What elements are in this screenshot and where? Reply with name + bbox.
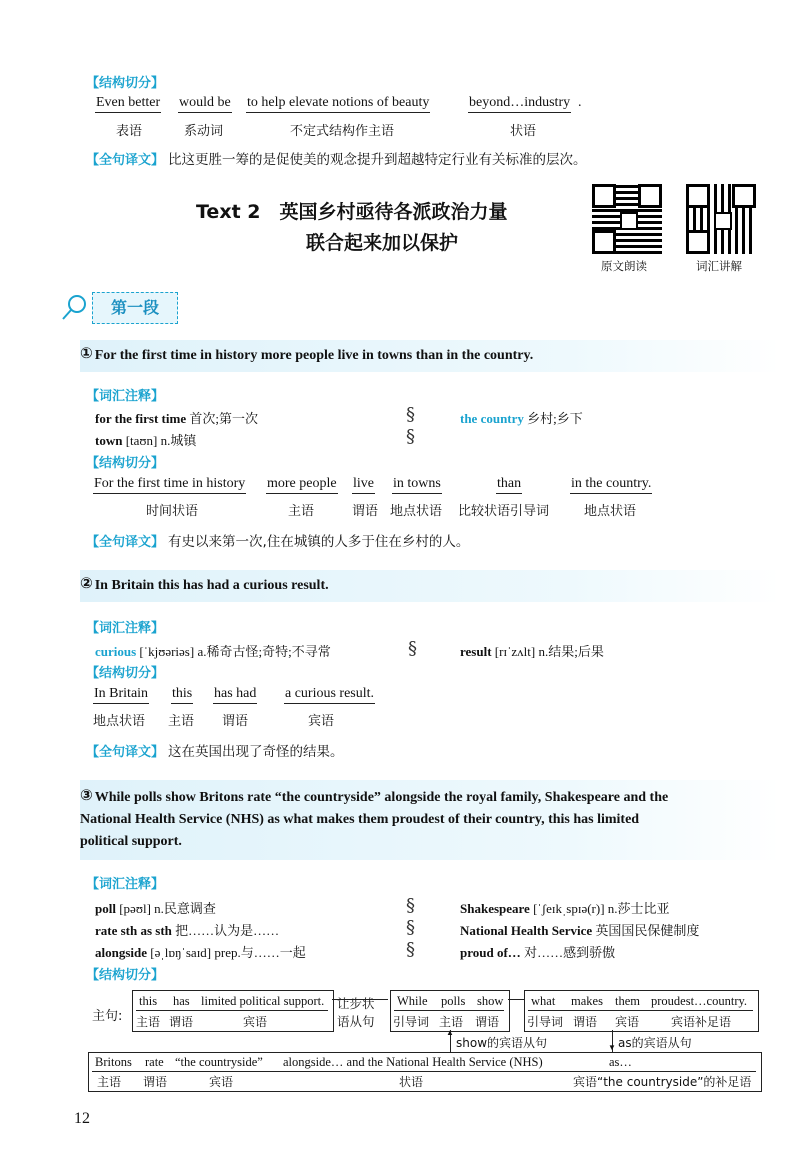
vocab-2-2: result [rɪˈzʌlt] n.结果;后果 (460, 644, 604, 659)
magnifier-icon (60, 292, 90, 327)
qr1-label: 原文朗读 (601, 259, 647, 273)
top-label-4: 状语 (510, 124, 537, 139)
sentence3: ③ While polls show Britons rate “the countryside” alongside the royal family, Shakespeare and the National Health Service (NHS) as what makes them proudest of their country, this has limited political support. (80, 786, 669, 849)
s2-part-3: has had (213, 686, 257, 704)
vocab-3-4: Shakespeare [ˈʃeɪkˌspɪə(r)] n.莎士比亚 (460, 901, 670, 916)
trans-header-top: 【 全句译文 】 (86, 153, 164, 168)
s2-label-4: 宾语 (308, 714, 335, 729)
top-label-2: 系动词 (184, 124, 224, 139)
s1-label-3: 谓语 (352, 504, 379, 519)
s2-part-1: In Britain (93, 686, 149, 704)
top-part-3: to help elevate notions of beauty (246, 95, 430, 113)
struct-header-1: 【 结构切分 】 (86, 452, 164, 471)
while-clause-box: While polls show 引导词 主语 谓语 (390, 990, 510, 1032)
s1-translation: 有史以来第一次,住在城镇的人多于住在乡村的人。 (168, 534, 470, 550)
vocab-2-1: curious [ˈkjʊəriəs] a.稀奇古怪;奇特;不寻常 (95, 644, 331, 659)
struct-header-3: 【 结构切分 】 (86, 964, 164, 983)
struct-header-top: 【 结构切分 】 (86, 72, 164, 91)
separator-icon: § (406, 426, 415, 447)
s1-label-4: 地点状语 (390, 504, 443, 519)
arrow-down-icon: ▼ (608, 1043, 616, 1052)
s1-translation-row: 【 全句译文 】 有史以来第一次,住在城镇的人多于住在乡村的人。 (86, 530, 469, 551)
vocab-3-3: alongside [əˌlɒŋˈsaɪd] prep.与……一起 (95, 945, 306, 960)
what-clause-box: what makes them proudest…country. 引导词 谓语 宾语 宾语补足语 (524, 990, 759, 1032)
vocab-header-2: 【 词汇注释 】 (86, 617, 164, 636)
separator-icon: § (406, 404, 415, 425)
s2-label-2: 主语 (168, 714, 195, 729)
separator-icon: § (406, 939, 415, 960)
sentence1: ① For the first time in history more people live in towns than in the country. (80, 344, 534, 363)
arrow-line (508, 999, 524, 1000)
text-title-line1: Text 2 英国乡村亟待各派政治力量 (196, 201, 508, 223)
separator-icon: § (408, 638, 417, 659)
s1-label-1: 时间状语 (146, 504, 199, 519)
s1-part-6: in the country. (570, 476, 652, 494)
section-label: 第一段 (110, 298, 159, 317)
s1-part-4: in towns (392, 476, 442, 494)
adv-label-1: 让步状 (337, 996, 375, 1011)
vocab-1-1: for the first time 首次;第一次 (95, 411, 258, 426)
main-clause-box: this has limited political support. 主语 谓语 宾语 (132, 990, 334, 1032)
s2-part-2: this (171, 686, 193, 704)
separator-icon: § (406, 895, 415, 916)
s1-label-6: 地点状语 (584, 504, 637, 519)
as-obj-label: as的宾语从句 (618, 1036, 692, 1050)
arrow-up-icon: ▲ (446, 1028, 454, 1037)
vocab-header-3: 【 词汇注释 】 (86, 873, 164, 892)
top-label-3: 不定式结构作主语 (290, 124, 395, 139)
s2-label-1: 地点状语 (93, 714, 146, 729)
vocab-3-6: proud of… 对……感到骄傲 (460, 945, 616, 960)
s2-part-4: a curious result. (284, 686, 375, 704)
s1-label-2: 主语 (288, 504, 315, 519)
vocab-1-2: town [taʊn] n.城镇 (95, 433, 197, 448)
page-number: 12 (74, 1110, 90, 1127)
vocab-3-1: poll [pəʊl] n.民意调查 (95, 901, 216, 916)
top-translation: 比这更胜一筹的是促使美的观念提升到超越特定行业有关标准的层次。 (168, 152, 587, 168)
s1-part-5: than (496, 476, 522, 494)
vocab-1-3: the country 乡村;乡下 (460, 411, 583, 426)
adv-label-2: 语从句 (337, 1014, 375, 1029)
top-part-4: beyond…industry (468, 95, 571, 113)
s1-part-1: For the first time in history (93, 476, 246, 494)
section-badge (92, 292, 178, 324)
s1-label-5: 比较状语引导词 (458, 504, 550, 519)
s2-translation: 这在英国出现了奇怪的结果。 (168, 744, 344, 760)
qr-code-vocab[interactable] (686, 184, 756, 254)
top-part-2: would be (178, 95, 232, 113)
qr2-label: 词汇讲解 (696, 259, 742, 273)
struct-header-2: 【 结构切分 】 (86, 662, 164, 681)
qr-code-reading[interactable] (592, 184, 662, 254)
top-translation-row (86, 148, 587, 169)
arrow-line (332, 999, 388, 1000)
s2-translation-row: 【 全句译文 】 这在英国出现了奇怪的结果。 (86, 740, 344, 761)
s1-part-2: more people (266, 476, 338, 494)
bottom-clause-box: Britons rate “the countryside” alongside… and the National Health Service (NHS) as… 主语 谓语 宾语 状语 宾语“the countryside”的补足语 (88, 1052, 762, 1092)
text-title-line2: 联合起来加以保护 (306, 232, 459, 254)
s2-label-3: 谓语 (222, 714, 249, 729)
vocab-3-5: National Health Service 英国国民保健制度 (460, 923, 700, 938)
main-clause-label: 主句: (92, 1009, 123, 1024)
top-part-1: Even better (95, 95, 161, 113)
separator-icon: § (406, 917, 415, 938)
s1-part-3: live (352, 476, 375, 494)
vocab-header-1: 【 词汇注释 】 (86, 385, 164, 404)
sentence2: ② In Britain this has had a curious result. (80, 574, 329, 593)
vocab-3-2: rate sth as sth 把……认为是…… (95, 923, 280, 938)
show-obj-label: show的宾语从句 (456, 1036, 548, 1050)
top-period: . (578, 95, 582, 110)
top-label-1: 表语 (116, 124, 143, 139)
